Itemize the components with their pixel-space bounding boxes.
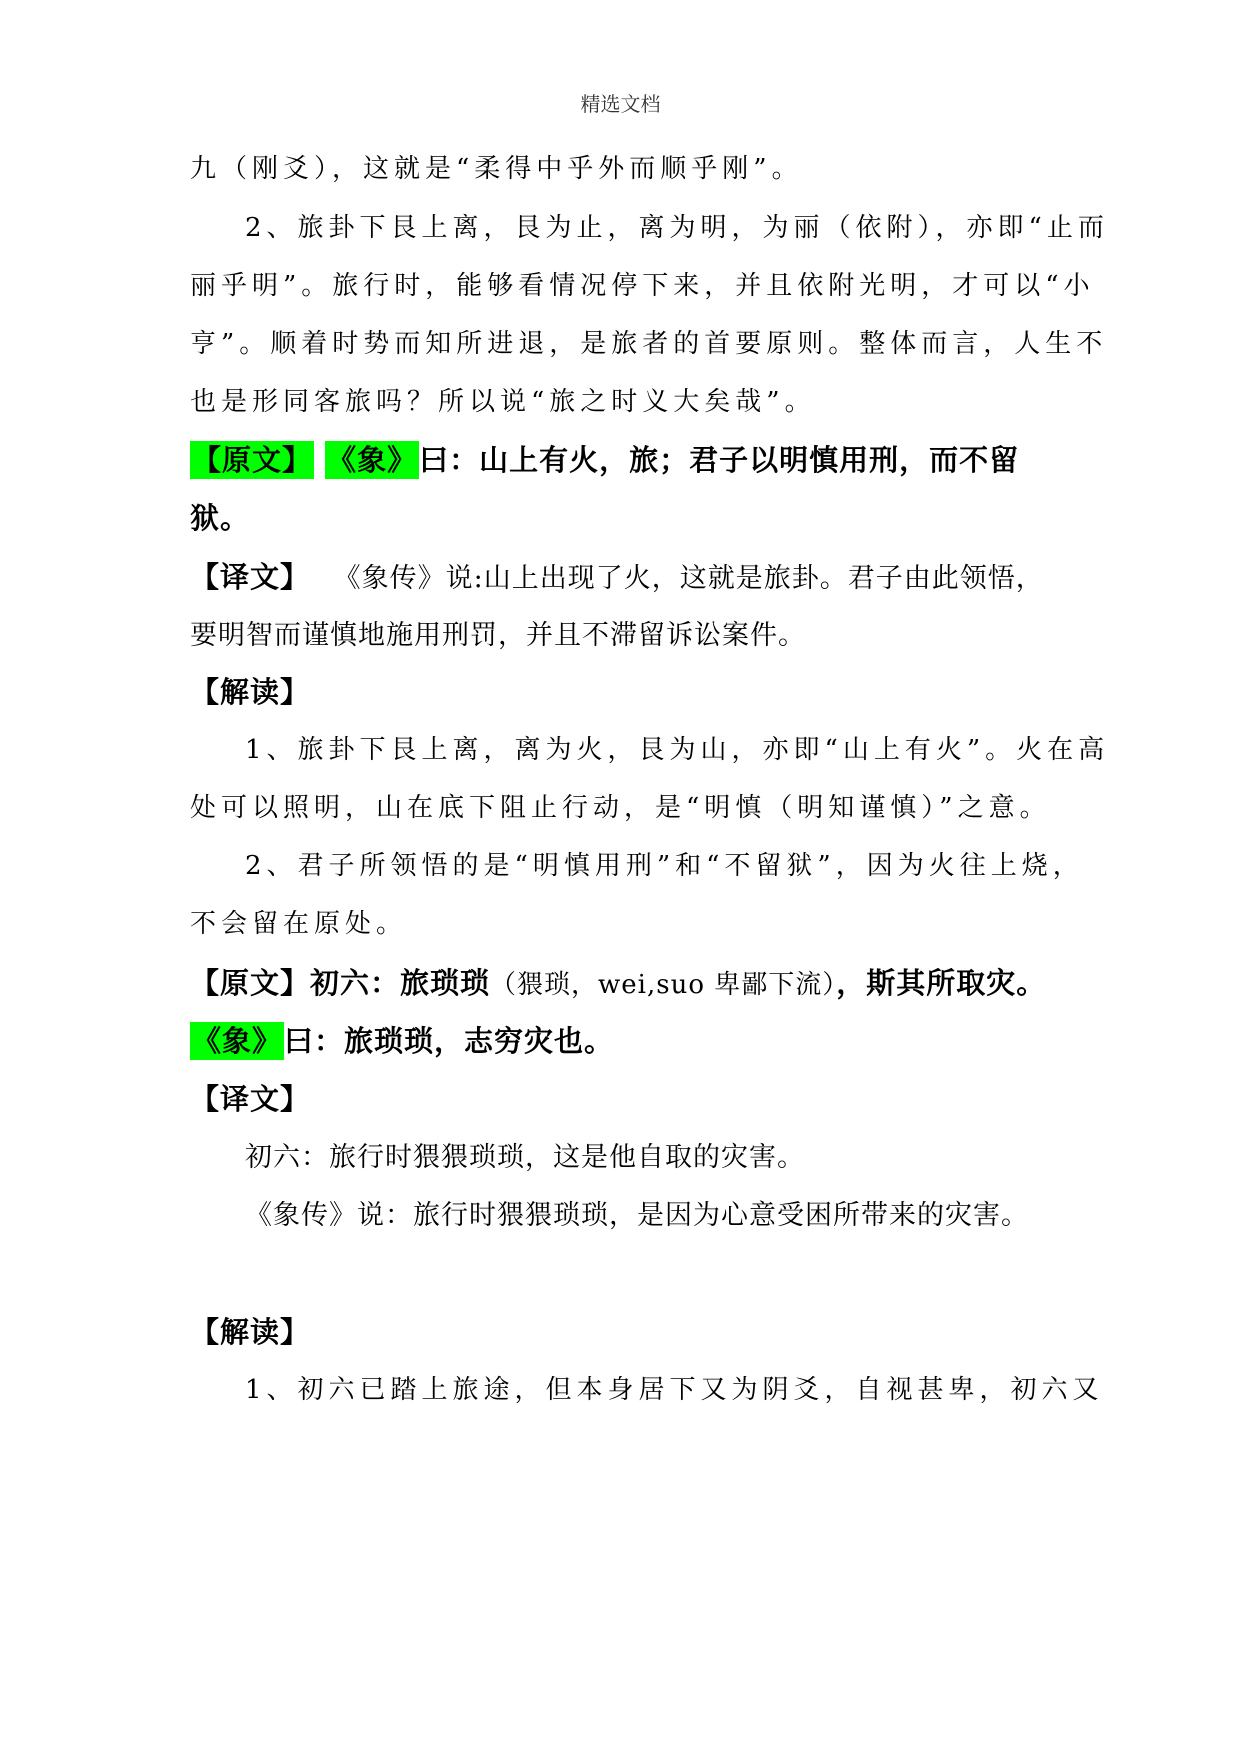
text-line: 1、初六已踏上旅途，但本身居下又为阴爻，自视甚卑，初六又	[245, 1375, 1104, 1405]
jiedu-2-tag: 【解读】	[190, 1315, 311, 1349]
page-header: 精选文档	[580, 92, 661, 116]
text-line: 也是形同客旅吗？所以说“旅之时义大矣哉”。	[190, 387, 816, 417]
xiang-label: 《象》	[327, 443, 418, 477]
yiwen-1	[190, 555, 1070, 596]
yuanwen-2-note: （猥琐，wei,suo 卑鄙下流）	[490, 970, 837, 1000]
text-line: 处可以照明，山在底下阻止行动，是“明慎（明知谨慎）”之意。	[190, 793, 1051, 823]
text-line: 不会留在原处。	[190, 909, 408, 939]
yiwen-2-tag: 【译文】	[190, 1082, 311, 1116]
text-line: 丽乎明”。旅行时，能够看情况停下来，并且依附光明，才可以“小	[190, 271, 1095, 301]
jiedu-1-tag: 【解读】	[190, 675, 311, 709]
text-line: 初六：旅行时猥猥琐琐，这是他自取的灾害。	[245, 1142, 805, 1173]
text-line: 《象传》说：旅行时猥猥琐琐，是因为心意受困所带来的灾害。	[245, 1200, 1029, 1231]
yuanwen-2	[190, 961, 1070, 1002]
text-line: 九（刚爻），这就是“柔得中乎外而顺乎刚”。	[190, 154, 803, 184]
text-line: 2、君子所领悟的是“明慎用刑”和“不留狱”，因为火往上烧，	[245, 851, 1084, 881]
text-line: 2、旅卦下艮上离，艮为止，离为明，为丽（依附），亦即“止而	[245, 213, 1109, 243]
xiang-2-text: 曰：旅琐琐，志穷灾也。	[284, 1024, 615, 1058]
xiang-label: 《象》	[192, 1024, 283, 1058]
yuanwen-1-cont: 狱。	[190, 501, 251, 535]
yuanwen-tag: 【原文】	[192, 443, 313, 477]
yuanwen-text: 曰：山上有火，旅；君子以明慎用刑，而不留	[419, 443, 1020, 477]
yuanwen-2-tail: ，斯其所取灾。	[836, 966, 1047, 1000]
yuanwen-2-head: 【原文】初六：旅琐琐	[190, 966, 491, 1000]
yiwen-tag: 【译文】	[190, 560, 311, 594]
text-line: 亨”。顺着时势而知所进退，是旅者的首要原则。整体而言，人生不	[190, 329, 1108, 359]
xiang-2	[190, 1019, 1070, 1060]
yuanwen-1	[190, 438, 1070, 479]
yiwen-text: 《象传》说:山上出现了火，这就是旅卦。君子由此领悟，	[333, 563, 1044, 594]
yiwen-1-cont: 要明智而谨慎地施用刑罚，并且不滞留诉讼案件。	[190, 620, 806, 651]
text-line: 1、旅卦下艮上离，离为火，艮为山，亦即“山上有火”。火在高	[245, 735, 1110, 765]
